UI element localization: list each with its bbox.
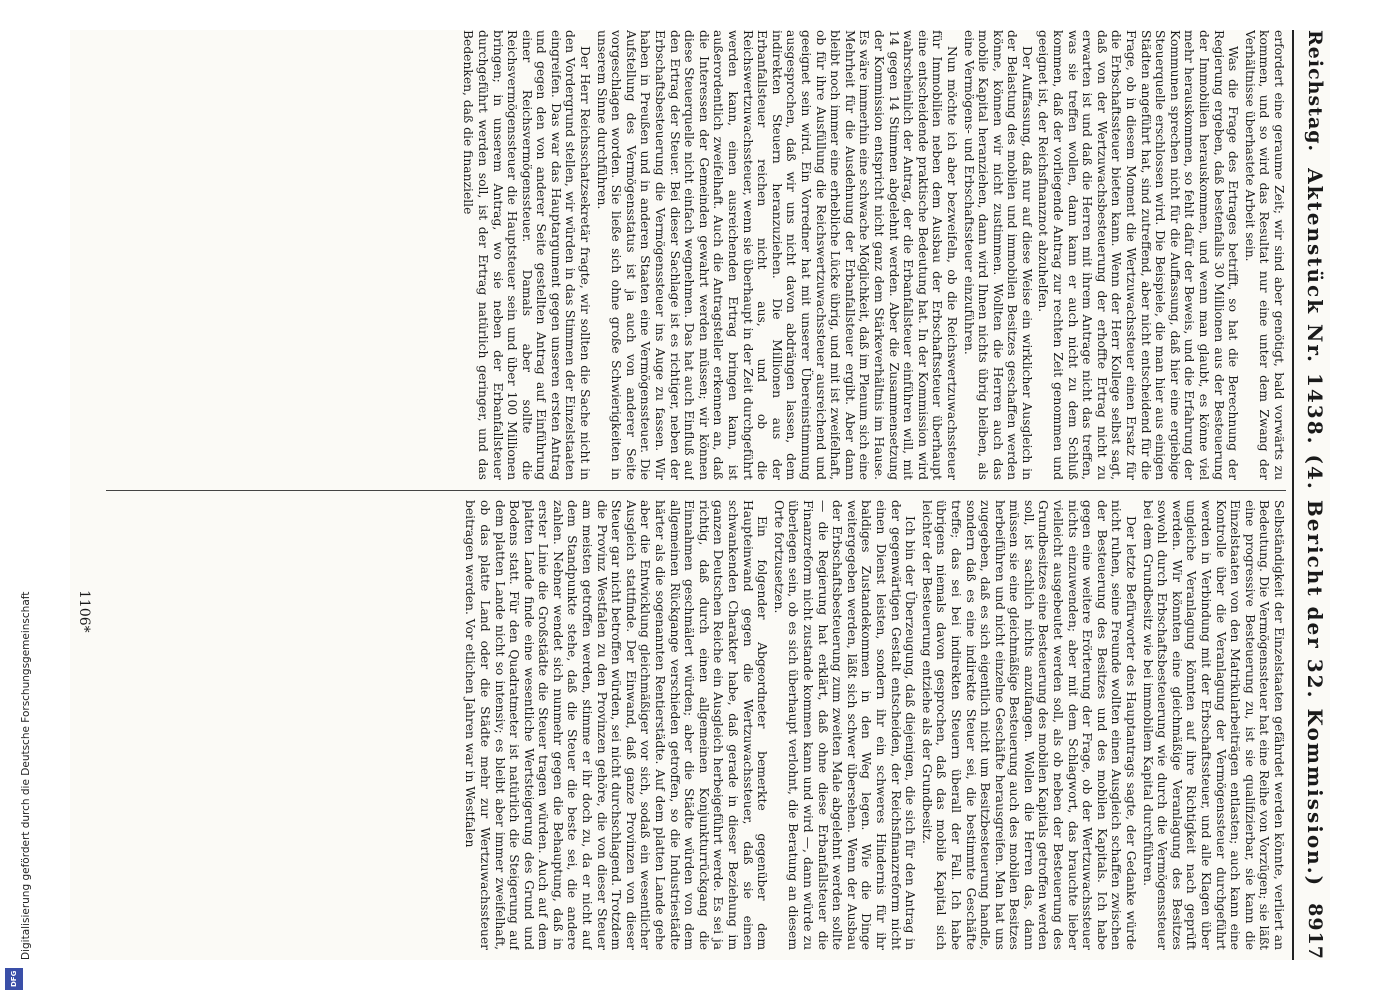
paragraph: Was die Frage des Ertrages betrifft, so hat die Berechnung der Regierung ergeben, daß bestenfalls 30 Millionen aus der Besteuerung der Immobilien herauskommen, und wenn man glaubt, es könne viel mehr herauskommen, so fehlt dafür der Beweis, und die Erfahrung der Kommunen sprechen nicht für die Auffassung, daß hier eine ergiebige Steuerquelle erschlossen wird. Die Beispiele, die man hier aus einigen Städten angeführt hat, sind zutreffend, aber nicht entscheidend für die Frage, ob in diesem Moment die Wertzuwachssteuer einen Ersatz für die Erbschaftssteuer bieten kann. Wenn der Herr Kollege selbst sagt, daß von der Wertzuwachsbesteuerung der erhoffte Ertrag nicht zu erwarten ist und daß die Herren mit ihrem Antrage nicht das treffen, was sie treffen wollen, dann kann er auch nicht zu dem Schluß kommen, daß der vorliegende Antrag zur rechten Zeit genommen und geeignet ist, der Reichsfinanznot abzuhelfen.: [1036, 30, 1241, 480]
header-subtitle: (4. Bericht der 32. Kommission.): [1303, 454, 1327, 888]
paragraph: erfordert eine geraume Zeit; wir sind aber genötigt, bald vorwärts zu kommen, und so wird das Resultat nur eine unter dem Zwang der Verhältnisse überhastete Arbeit sein.: [1242, 30, 1286, 480]
header-left: Reichstag.: [1304, 30, 1326, 153]
header-title: [1303, 152, 1327, 903]
right-column: [96, 500, 1286, 950]
digitization-strip: [0, 0, 32, 1000]
page-marker: 1106*: [76, 590, 92, 633]
paragraph: Der letzte Befürworter des Hauptantrags sagte, der Gedanke würde nicht ruhen, seine Freunde wollten einen Ausgleich schaffen zwischen der Besteuerung des Besitzes und des mobilen Kapitals. Ich habe gegen eine weitere Erörterung der Frage, ob der Wertzuwachssteuer nichts einzuwenden; aber mit dem Schlagwort, das brauchte lieber vielleicht ausgebeutet werden soll, als ob neben der Besteuerung des Grundbesitzes eine Besteuerung des mobilen Kapitals getroffen werden soll, ist sachlich nichts anzufangen. Wollen die Herren das, dann müssen sie eine gleichmäßige Besteuerung auch des mobilen Besitzes herbeiführen und nicht einzelne Geschäfte herausgreifen. Man hat uns zugegeben, daß es sich eigentlich nicht um Besitzbesteuerung handle, sondern daß es eine indirekte Steuer sei, die bestimmte Geschäfte treffe; das sei bei indirekten Steuern überall der Fall. Ich habe übrigens niemals davon gesprochen, daß das mobile Kapital sich leichter der Besteuerung entziehe als der Grundbesitz.: [919, 500, 1139, 950]
paragraph: Der Herr Reichsschatzsekretär fragte, wir sollten die Sache nicht in den Vordergrund stellen, wir würden in das Stimmen der Einzelstaaten eingreifen. Das war das Hauptargument gegen unseren ersten Antrag und gegen den von anderer Seite gestellten Antrag auf Einführung einer Reichsvermögenssteuer. Damals aber sollte die Reichsvermögenssteuer die Hauptsteuer sein und über 100 Millionen bringen; in unserem Antrag, wo sie neben der Erbanfallsteuer durchgeführt werden soll, ist der Ertrag natürlich geringer, und das Bedenken, daß die finanzielle: [461, 30, 593, 480]
column-divider: [106, 490, 1286, 491]
paragraph: Ich bin der Überzeugung, daß diejenigen, die sich für den Antrag in der gegenwärtigen Gestalt entscheiden, der Reichsfinanzreform nicht einen Dienst leisten, sondern ihr ein schweres Hindernis für ihr baldiges Zustandekommen in den Weg legen. Wie die Dinge weitergegeben werden, läßt sich schwer übersehen. Wenn der Ausbau der Erbschaftsbesteuerung zum zweiten Male abgelehnt werden sollte — die Regierung hat erklärt, daß ohne diese Erbanfallsteuer die Finanzreform nicht zustande kommen kann und wird —, dann würde zu überlegen sein, ob es sich überhaupt verlohnt, die Beratung an diesem Orte fortzusetzen.: [771, 500, 918, 950]
paragraph: Nun möchte ich aber bezweifeln, ob die Reichswertzuwachssteuer für Immobilien neben dem Ausbau der Erbschaftssteuer überhaupt eine entscheidende praktische Bedeutung hat. In der Kommission wird wahrscheinlich der Antrag, der die Erbanfallsteuer einführen will, mit 14 gegen 14 Stimmen abgelehnt werden. Aber die Zusammensetzung der Kommission entspricht nicht ganz dem Stärkeverhältnis im Hause. Es wäre immerhin eine schwache Möglichkeit, daß im Plenum sich eine Mehrheit für die Ausdehnung der Erbanfallsteuer ergibt. Aber dann bleibt noch immer eine erhebliche Lücke übrig, und mit ist zweifelhaft, ob für ihre Ausfüllung die Reichswertzuwachssteuer ausreichend und geeignet sein wird. Ein Vorredner hat mit unserer Übereinstimmung ausgesprochen, daß wir uns nicht davon abdrängen lassen, dem indirekten Steuern heranzuziehen. Die Millionen aus der Erbanfallsteuer reichen nicht aus, und ob die Reichswertzuwachssteuer, wenn sie überhaupt in der Zeit durchgeführt werden kann, einen ausreichenden Ertrag bringen kann, ist außerordentlich zweifelhaft. Auch die Antragsteller erkennen an, daß die Interessen der Gemeinden gewahrt werden müssen; wir können diese Steuerquelle nicht einfach wegnehmen. Das hat auch Einfluß auf den Ertrag der Steuer. Bei dieser Sachlage ist es richtiger, neben der Erbschaftsbesteuerung die Vermögenssteuer ins Auge zu fassen. Wir haben in Preußen und in anderen Staaten eine Vermögenssteuer. Die Aufstellung des Vermögensstatus ist ja auch von anderer Seite vorgeschlagen worden. Sie ließe sich ohne große Schwierigkeiten in unserem Sinne durchführen.: [594, 30, 959, 480]
paragraph: Der Auffassung, daß nur auf diese Weise ein wirklicher Ausgleich in der Belastung des mobilen und immobilen Besitzes geschaffen werden könne, können wir nicht zustimmen. Wollten die Herren auch das mobile Kapital heranziehen, dann wird Ihnen nichts übrig bleiben, als eine Vermögens- und Erbschaftssteuer einzuführen.: [961, 30, 1034, 480]
dfg-logo: DFG: [5, 968, 23, 990]
paragraph: Ein folgender Abgeordneter bemerkte gegenüber dem Haupteinwand gegen die Wertzuwachssteuer, daß sie einen schwankenden Charakter habe, daß gerade in dieser Beziehung im ganzen Deutschen Reiche ein Ausgleich herbeigeführt werde. Es sei ja richtig, daß durch einen allgemeinen Konjunkturrückgang die Einnahmen geschmälert würden; aber die Städte würden von dem allgemeinen Rückgange verschieden getroffen, so die Industriestädte härter als die sogenannten Rentierstädte. Auf dem platten Lande gehe aber die Entwicklung gleichmäßiger vor sich, sodaß ein wesentlicher Ausgleich stattfinde. Der Einwand, daß ganze Provinzen von dieser Steuer gar nicht betroffen würden, sei nicht durchschlagend. Trotzdem die Provinz Westfalen zu den Provinzen gehöre, die von dieser Steuer am meisten getroffen werden, stimme er ihr doch zu, da er nicht auf dem Standpunkte stehe, daß die Steuer die beste sei, die andere zahlen. Nebner wendet sich nunmehr gegen die Behauptung, daß in erster Linie die Großstädte die Steuer tragen würden. Auch auf dem platten Lande finde eine wesentliche Wertsteigerung des Grund und Bodens statt. Für den Quadratmeter ist natürlich die Steigerung auf dem platten Lande nicht so intensiv; es bleibt aber immer zweifelhaft, ob das platte Land oder die Städte mehr zur Wertzuwachssteuer beitragen werden. Vor etlichen Jahren war in Westfalen: [463, 500, 770, 950]
page-header: [1300, 30, 1330, 960]
paragraph: Selbständigkeit der Einzelstaaten gefährdet werden könnte, verliert an Bedeutung. Die Vermögenssteuer hat eine Reihe von Vorzügen; sie läßt eine progressive Besteuerung zu, ist sie qualifizierbar, sie kann die Einzelstaaten von den Matrikularbeiträgen entlasten; auch kann eine Kontrolle über die Veranlagung der Vermögenssteuer durchgeführt werden in Verbindung mit der Erbschaftssteuer, und alle Klagen über ungleiche Veranlagung könnten auf ihre Richtigkeit nach geprüft werden. Wir könnten eine gleichmäßige Veranlagung des Besitzes sowohl durch Erbschaftsbesteuerung wie durch die Vermögenssteuer bei dem Grundbesitz wie bei immobilem Kapital durchführen.: [1140, 500, 1286, 950]
header-rule: [1292, 30, 1294, 960]
document-page: [70, 30, 1330, 960]
page-number: 8917: [1304, 903, 1326, 960]
header-aktenstueck: Aktenstück Nr. 1438.: [1303, 168, 1327, 446]
digitization-credit: Digitalisierung gefördert durch die Deutsche Forschungsgemeinschaft: [20, 591, 32, 960]
left-column: [96, 30, 1286, 480]
